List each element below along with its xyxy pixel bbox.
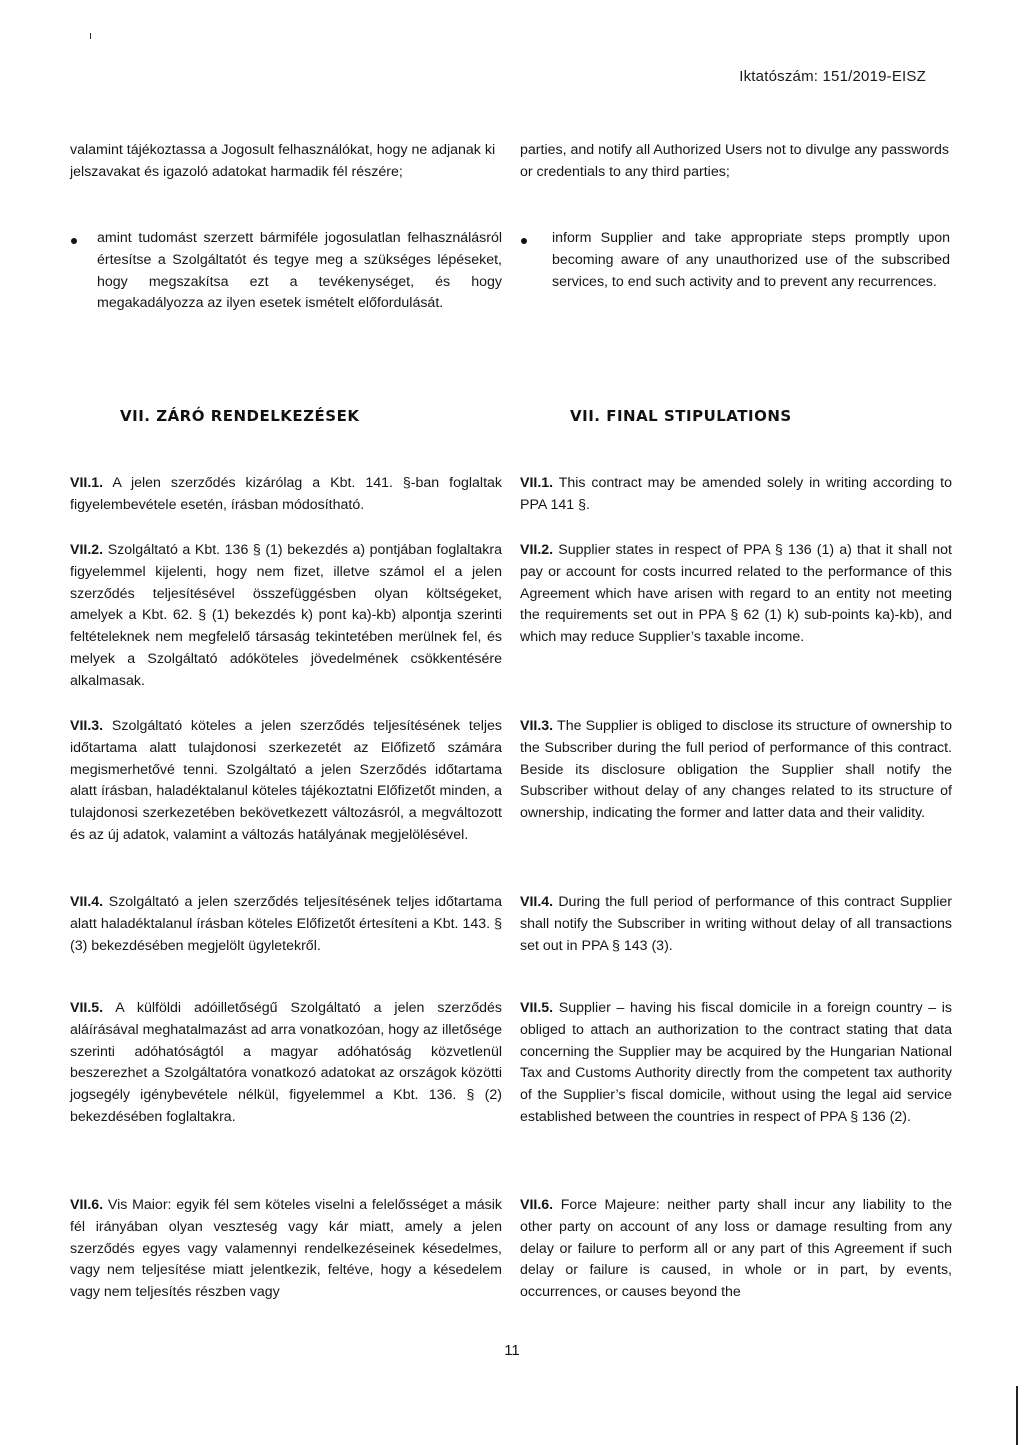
clause-text: Supplier states in respect of PPA § 136 (1) a) that it shall not pay or account for costs incurred related to the performance of this Agreement which have arisen with regard to an entity not meeting the requirements set out in PPA § 62 (1) k) sub-points ka)-kb), and which may reduce Supplier’s taxable income.: [520, 542, 952, 646]
clause-en: [520, 998, 952, 1129]
continuation-text-en: parties, and notify all Authorized Users not to divulge any passwords or credentials to any third parties;: [520, 142, 950, 180]
section-heading-hu: VII. ZÁRÓ RENDELKEZÉSEK: [120, 407, 360, 425]
clause-text: Szolgáltató a jelen szerződés teljesítésének teljes időtartama alatt haladéktalanul írásban köteles Előfizetőt értesíteni a Kbt. 143. § (3) bekezdésében megjelölt ügyletekről.: [70, 894, 502, 954]
clause-en: [520, 473, 952, 517]
bullet-text-hu: amint tudomást szerzett bármiféle jogosulatlan felhasználásról értesítse a Szolgáltatót és tegye meg a szükséges lépéseket, hogy megszakítsa ezt a tevékenységet, és hogy megakadályozza az ilyen esetek ismételt előfordulását.: [97, 230, 502, 312]
corner-mark: ı: [89, 30, 93, 42]
clause-number: VII.2.: [520, 542, 554, 558]
clause-hu: [70, 540, 502, 693]
bullet-hu: [71, 238, 81, 248]
clause-text: Supplier – having his fiscal domicile in a foreign country – is obliged to attach an authorization to the contract stating that data concerning the Supplier may be acquired by the Hungarian National Tax and Customs Authority directly from the competent tax authority of the Supplier’s fiscal domicile, without using the legal aid service established between the countries in respect of PPA § 136 (2).: [520, 1000, 952, 1125]
clause-number: VII.1.: [520, 475, 554, 491]
clause-number: VII.5.: [70, 1000, 104, 1016]
clause-number: VII.3.: [70, 718, 104, 734]
scan-edge-divider: [1016, 1386, 1018, 1445]
clause-text: Vis Maior: egyik fél sem köteles viselni a felelősséget a másik fél irányában olyan veszteség vagy kár miatt, amely a jelen szerződés egyes vagy valamennyi rendelkezéseinek késedelmes, vagy nem teljesítése miatt jelentkezik, feltéve, hogy a késedelem vagy nem teljesítés részben vagy: [70, 1197, 502, 1301]
clause-text: The Supplier is obliged to disclose its structure of ownership to the Subscriber during the full period of performance of this contract. Beside its disclosure obligation the Supplier shall notify the Subscriber without delay of any changes related to its structure of ownership, indicating the former and latter data and their validity.: [520, 718, 952, 822]
clause-en: [520, 892, 952, 957]
clause-hu: [70, 473, 502, 517]
clause-number: VII.3.: [520, 718, 554, 734]
bullet-text-en: inform Supplier and take appropriate steps promptly upon becoming aware of any unauthorized use of the subscribed services, to end such activity and to prevent any recurrences.: [552, 230, 950, 290]
bullet-en: [521, 238, 531, 248]
clause-number: VII.6.: [70, 1197, 104, 1213]
continuation-text-hu: valamint tájékoztassa a Jogosult felhasználókat, hogy ne adjanak ki jelszavakat és igazoló adatokat harmadik fél részére;: [70, 142, 496, 180]
clause-text: Szolgáltató a Kbt. 136 § (1) bekezdés a) pontjában foglaltakra figyelemmel kijelenti, hogy nem fizet, illetve számol el a jelen szerződés teljesítésével összefüggésben olyan költségeket, amelyek a Kbt. 62. § (1) bekezdés k) pont ka)-kb) alpontja szerinti feltételeknek nem megfelelő társaság tekintetében merülnek fel, és melyek a Szolgáltató adóköteles jövedelmének csökkentésére alkalmasak.: [70, 542, 502, 689]
clause-en: [520, 1195, 952, 1304]
clause-text: This contract may be amended solely in writing according to PPA 141 §.: [520, 475, 952, 513]
registration-number: Iktatószám: 151/2019-EISZ: [739, 68, 926, 85]
section-heading-en: VII. FINAL STIPULATIONS: [570, 407, 792, 425]
clause-number: VII.4.: [70, 894, 104, 910]
clause-number: VII.1.: [70, 475, 104, 491]
clause-text: A jelen szerződés kizárólag a Kbt. 141. §-ban foglaltak figyelembevétele esetén, írásban módosítható.: [70, 475, 502, 513]
clause-hu: [70, 1195, 502, 1304]
clause-number: VII.4.: [520, 894, 554, 910]
page-number: 11: [504, 1342, 520, 1359]
clause-text: A külföldi adóilletőségű Szolgáltató a jelen szerződés aláírásával meghatalmazást ad arra vonatkozóan, hogy az illetősége szerinti adóhatóságtól a magyar adóhatóság közvetlenül beszerezhet a Szolgáltatóra vonatkozó adatokat az országok közötti jogsegély igénybevétele nélkül, figyelemmel a Kbt. 136. § (2) bekezdésében foglaltakra.: [70, 1000, 502, 1125]
clause-number: VII.5.: [520, 1000, 554, 1016]
clause-hu: [70, 998, 502, 1129]
clause-number: VII.2.: [70, 542, 104, 558]
clause-text: Szolgáltató köteles a jelen szerződés teljesítésének teljes időtartama alatt tulajdonosi szerkezetét az Előfizető számára megismerhetővé tenni. Szolgáltató a jelen Szerződés időtartama alatt írásban, haladéktalanul köteles tájékoztatni Előfizetőt minden, a tulajdonosi szerkezetében bekövetkezett változásról, a megváltozott és az új adatok, valamint a változás hatályának megjelölésével.: [70, 718, 502, 843]
clause-hu: [70, 716, 502, 847]
clause-number: VII.6.: [520, 1197, 554, 1213]
clause-en: [520, 716, 952, 825]
clause-en: [520, 540, 952, 649]
clause-text: Force Majeure: neither party shall incur any liability to the other party on account of any loss or damage resulting from any delay or failure to perform all or any part of this Agreement if such delay or failure is caused, in whole or in part, by events, occurrences, or causes beyond the: [520, 1197, 952, 1301]
clause-hu: [70, 892, 502, 957]
clause-text: During the full period of performance of this contract Supplier shall notify the Subscriber in writing without delay of all transactions set out in PPA § 143 (3).: [520, 894, 952, 954]
